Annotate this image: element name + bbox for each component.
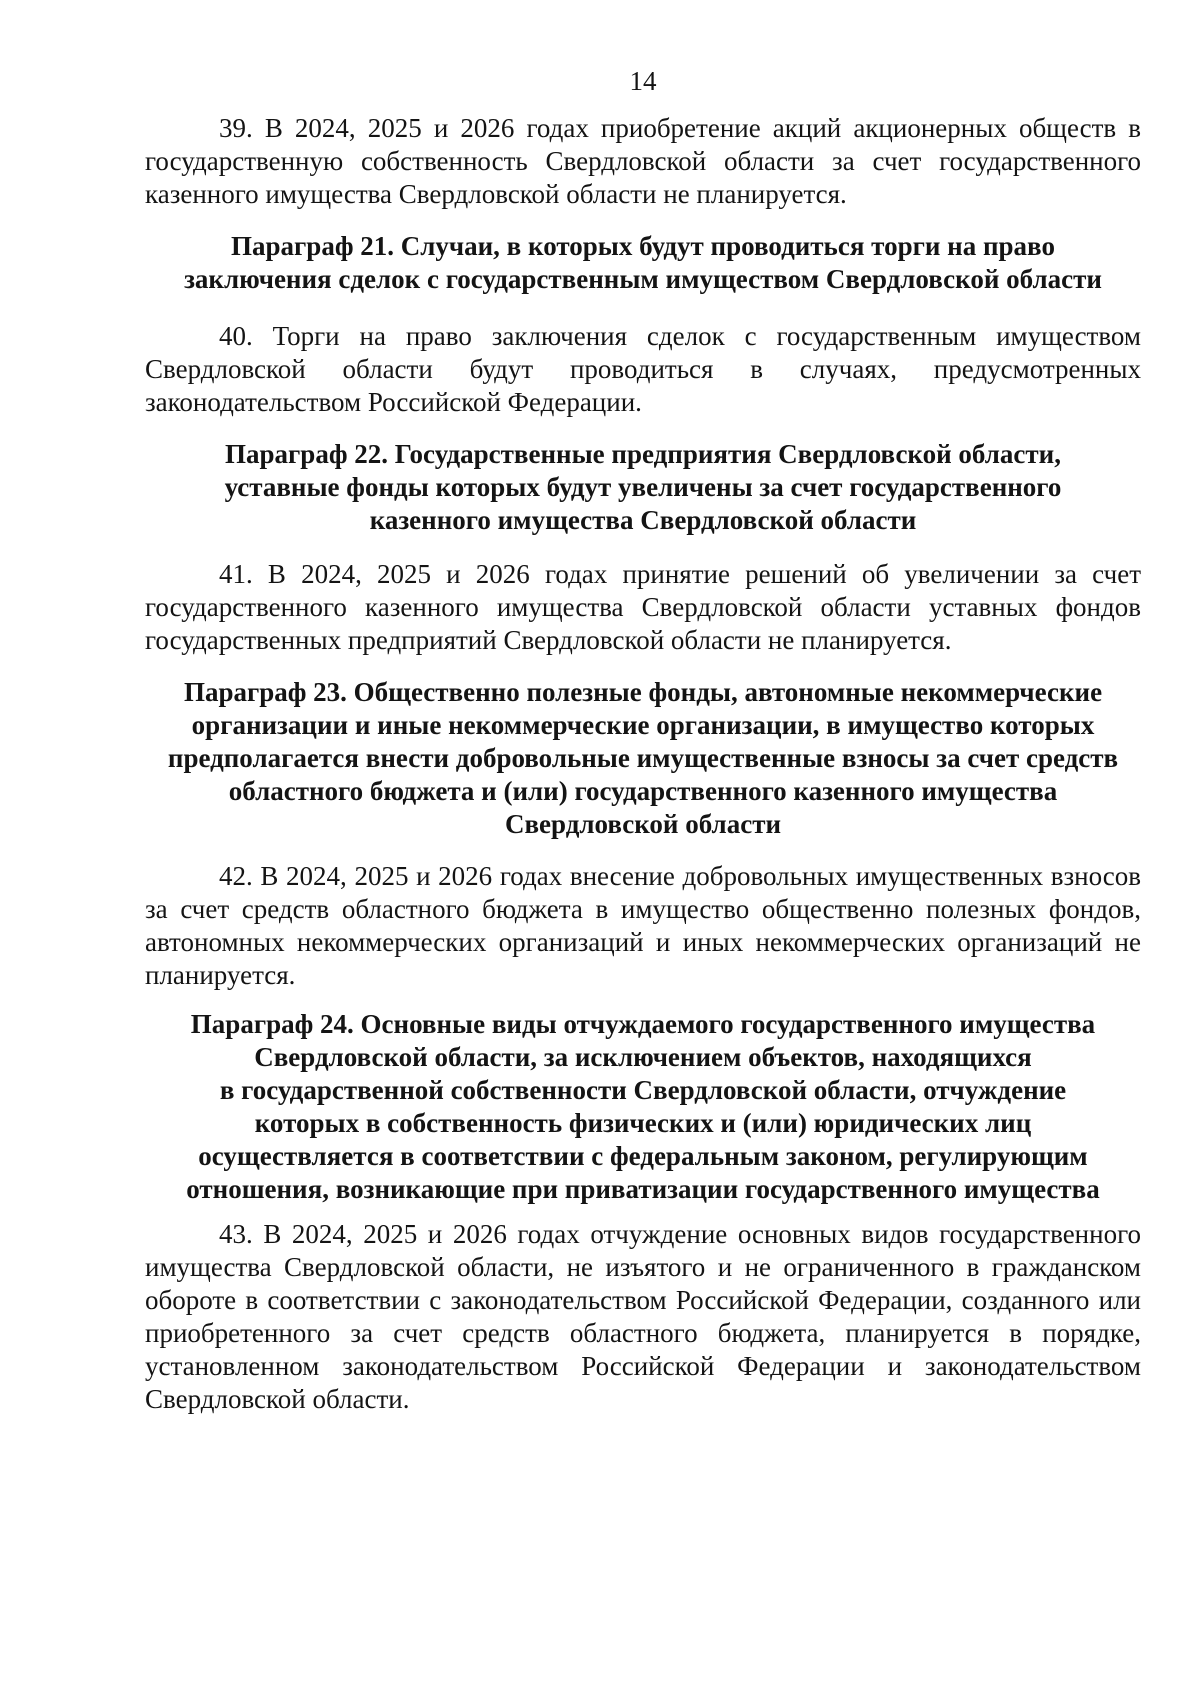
heading-21-line-1: Параграф 21. Случаи, в которых будут проводиться торги на право bbox=[231, 231, 1055, 261]
heading-24-line-2: Свердловской области, за исключением объектов, находящихся bbox=[254, 1042, 1032, 1072]
heading-paragraph-22 bbox=[145, 438, 1141, 537]
heading-24-line-3: в государственной собственности Свердловской области, отчуждение bbox=[219, 1075, 1067, 1105]
paragraph-39 bbox=[145, 112, 1141, 211]
heading-23-line-2: организации и иные некоммерческие организации, в имущество которых bbox=[191, 710, 1095, 740]
heading-23-line-5: Свердловской области bbox=[504, 809, 782, 839]
paragraph-41 bbox=[145, 558, 1141, 657]
paragraph-43 bbox=[145, 1218, 1141, 1416]
paragraph-42 bbox=[145, 860, 1141, 992]
heading-24-line-6: отношения, возникающие при приватизации государственного имущества bbox=[186, 1174, 1100, 1204]
heading-22-line-2: уставные фонды которых будут увеличены за счет государственного bbox=[224, 472, 1062, 502]
heading-24-line-5: осуществляется в соответствии с федеральным законом, регулирующим bbox=[198, 1141, 1088, 1171]
heading-23-line-1: Параграф 23. Общественно полезные фонды, автономные некоммерческие bbox=[183, 677, 1103, 707]
paragraph-40 bbox=[145, 320, 1141, 419]
heading-paragraph-21 bbox=[145, 230, 1141, 296]
heading-paragraph-23 bbox=[145, 676, 1141, 841]
paragraph-42-text: 42. В 2024, 2025 и 2026 годах внесение добровольных имущественных взносов за счет средств областного бюджета в имущество общественно полезных фондов, автономных некоммерческих организаций и иных некоммерческих организаций не планируется. bbox=[145, 861, 1141, 990]
paragraph-39-text: 39. В 2024, 2025 и 2026 годах приобретение акций акционерных обществ в государственную собственность Свердловской области за счет государственного казенного имущества Свердловской области не планируется. bbox=[145, 113, 1141, 209]
paragraph-43-text: 43. В 2024, 2025 и 2026 годах отчуждение основных видов государственного имущества Свердловской области, не изъятого и не ограниченного в гражданском обороте в соответствии с законодательством Российской Федерации, созданного или приобретенного за счет средств областного бюджета, планируется в порядке, установленном законодательством Российской Федерации и законодательством Свердловской области. bbox=[145, 1219, 1141, 1414]
paragraph-40-text: 40. Торги на право заключения сделок с государственным имуществом Свердловской области будут проводиться в случаях, предусмотренных законодательством Российской Федерации. bbox=[145, 321, 1141, 417]
heading-24-line-4: которых в собственность физических и (или) юридических лиц bbox=[254, 1108, 1032, 1138]
heading-21-line-2: заключения сделок с государственным имуществом Свердловской области bbox=[184, 264, 1102, 294]
heading-23-line-4: областного бюджета и (или) государственного казенного имущества bbox=[228, 776, 1058, 806]
paragraph-41-text: 41. В 2024, 2025 и 2026 годах принятие решений об увеличении за счет государственного казенного имущества Свердловской области уставных фондов государственных предприятий Свердловской области не планируется. bbox=[145, 559, 1141, 655]
document-page bbox=[145, 0, 1141, 1708]
page-number: 14 bbox=[629, 66, 657, 96]
heading-22-line-3: казенного имущества Свердловской области bbox=[369, 505, 917, 535]
heading-23-line-3: предполагается внести добровольные имущественные взносы за счет средств bbox=[167, 743, 1119, 773]
heading-22-line-1: Параграф 22. Государственные предприятия Свердловской области, bbox=[225, 439, 1061, 469]
heading-paragraph-24 bbox=[145, 1008, 1141, 1206]
heading-24-line-1: Параграф 24. Основные виды отчуждаемого государственного имущества bbox=[190, 1009, 1096, 1039]
